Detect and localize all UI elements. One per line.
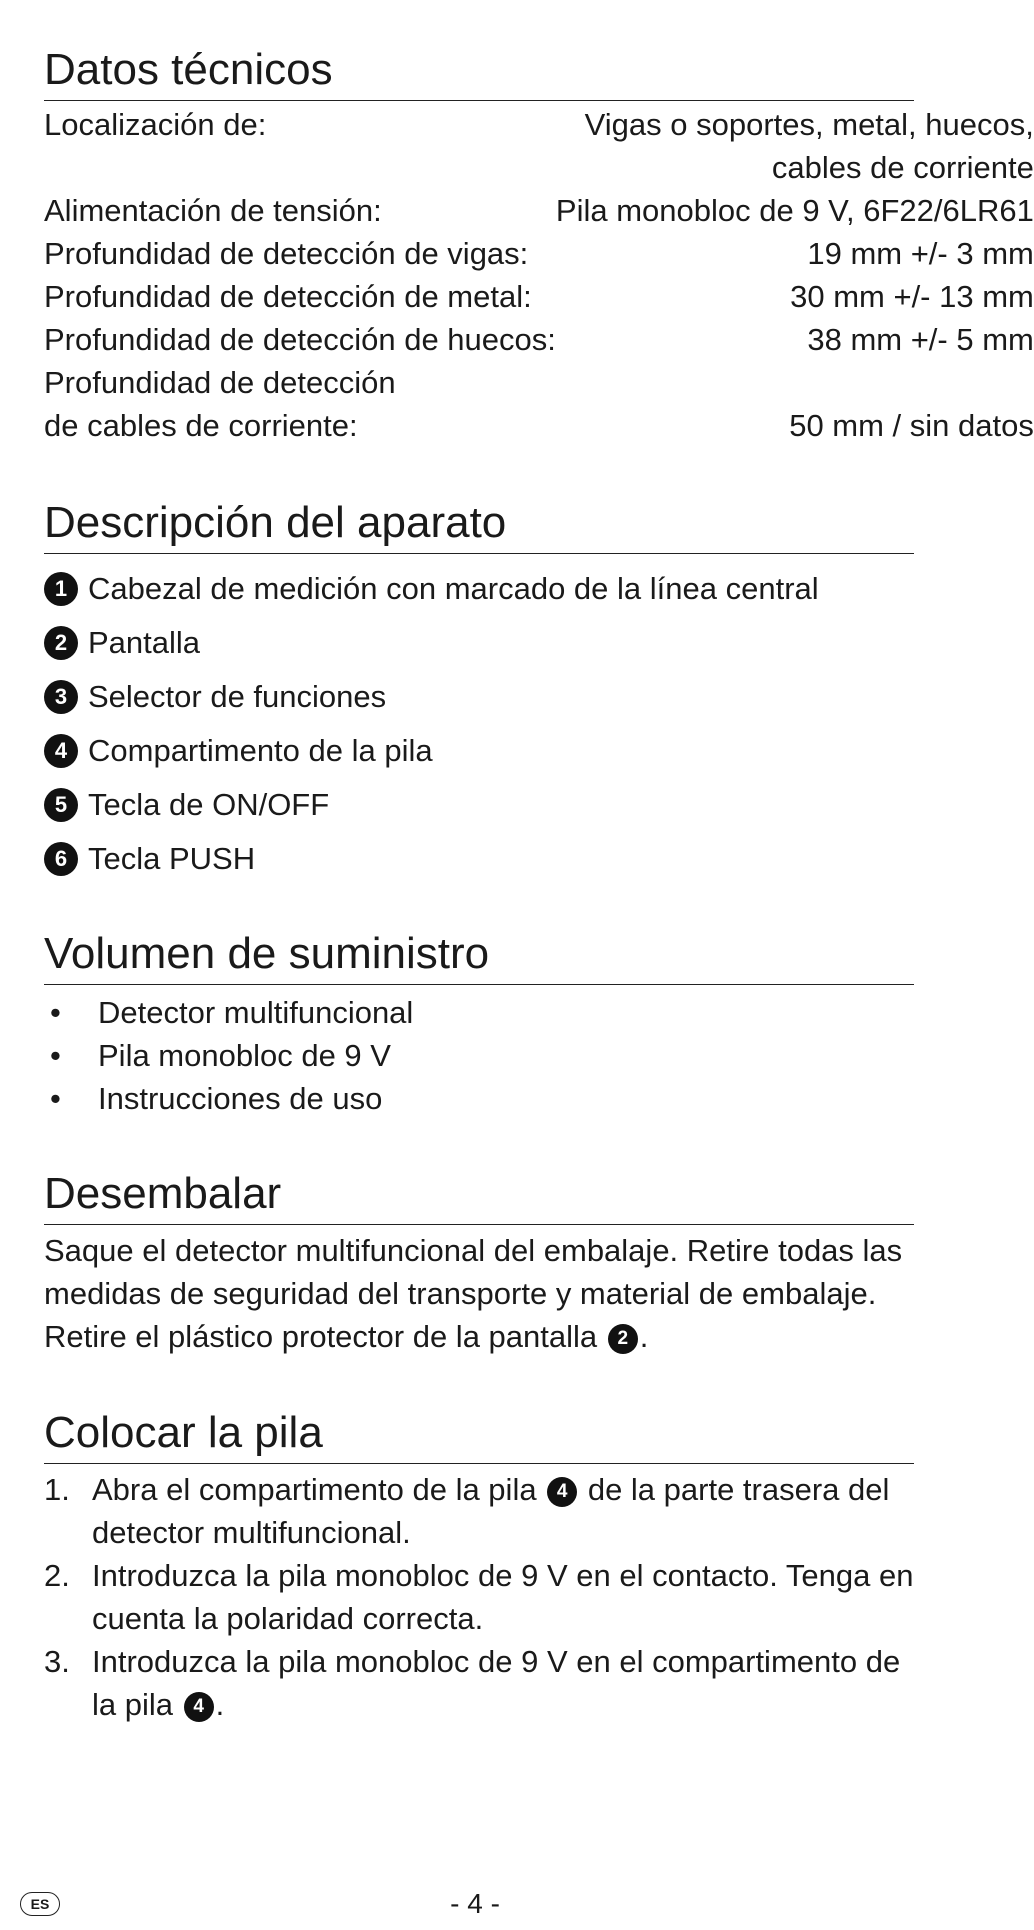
list-item: • Instrucciones de uso bbox=[44, 1077, 914, 1120]
list-item: 6 Tecla PUSH bbox=[44, 832, 914, 886]
number-badge-icon: 2 bbox=[608, 1324, 638, 1354]
delivery-scope-heading: Volumen de suministro bbox=[44, 928, 914, 985]
spec-row: Localización de: Vigas o soportes, metal, huecos, bbox=[44, 107, 1034, 142]
battery-steps-list bbox=[44, 1468, 914, 1726]
list-item: • Pila monobloc de 9 V bbox=[44, 1034, 914, 1077]
list-item: 2 Pantalla bbox=[44, 616, 914, 670]
section-insert-battery bbox=[44, 1407, 914, 1726]
bullet-icon: • bbox=[50, 1038, 61, 1073]
section-delivery-scope bbox=[44, 928, 914, 1120]
section-technical-data bbox=[44, 44, 1034, 447]
delivery-list bbox=[44, 991, 914, 1120]
spec-table bbox=[44, 103, 1034, 447]
number-badge-icon: 4 bbox=[547, 1477, 577, 1507]
number-badge-icon: 4 bbox=[184, 1692, 214, 1722]
list-item: 3 Selector de funciones bbox=[44, 670, 914, 724]
list-item: 1 Cabezal de medición con marcado de la línea central bbox=[44, 562, 914, 616]
section-unpacking bbox=[44, 1168, 914, 1358]
spec-row: cables de corriente bbox=[771, 150, 1034, 185]
unpacking-paragraph: Saque el detector multifuncional del embalaje. Retire todas las medidas de seguridad del transporte y material de embalaje. Retire el plástico protector de la pantalla 2 . bbox=[44, 1233, 903, 1354]
step-item: 3. Introduzca la pila monobloc de 9 V en el compartimento de la pila 4 . bbox=[44, 1644, 901, 1722]
insert-battery-heading: Colocar la pila bbox=[44, 1407, 914, 1464]
page-number: - 4 - bbox=[450, 1888, 500, 1919]
spec-row: Profundidad de detección de huecos: 38 mm +/- 5 mm bbox=[44, 322, 1034, 357]
unpacking-heading: Desembalar bbox=[44, 1168, 914, 1225]
spec-row: Profundidad de detección de vigas: 19 mm +/- 3 mm bbox=[44, 236, 1034, 271]
number-badge-icon: 4 bbox=[44, 734, 78, 768]
list-item: 4 Compartimento de la pila bbox=[44, 724, 914, 778]
spec-row: Alimentación de tensión: Pila monobloc de 9 V, 6F22/6LR61 bbox=[44, 193, 1034, 228]
parts-list bbox=[44, 562, 914, 886]
bullet-icon: • bbox=[50, 1081, 61, 1116]
bullet-icon: • bbox=[50, 995, 61, 1030]
number-badge-icon: 1 bbox=[44, 572, 78, 606]
number-badge-icon: 2 bbox=[44, 626, 78, 660]
number-badge-icon: 6 bbox=[44, 842, 78, 876]
spec-row: de cables de corriente: 50 mm / sin datos bbox=[44, 408, 1034, 443]
technical-data-heading: Datos técnicos bbox=[44, 44, 914, 101]
section-device-description bbox=[44, 497, 914, 886]
device-description-heading: Descripción del aparato bbox=[44, 497, 914, 554]
step-item: 1. Abra el compartimento de la pila 4 de la parte trasera del detector multifuncional. bbox=[44, 1472, 890, 1550]
spec-row: Profundidad de detección de metal: 30 mm +/- 13 mm bbox=[44, 279, 1034, 314]
list-item: 5 Tecla de ON/OFF bbox=[44, 778, 914, 832]
list-item: • Detector multifuncional bbox=[44, 991, 914, 1034]
step-item: 2. Introduzca la pila monobloc de 9 V en el contacto. Tenga en cuenta la polaridad correcta. bbox=[44, 1558, 914, 1636]
number-badge-icon: 5 bbox=[44, 788, 78, 822]
number-badge-icon: 3 bbox=[44, 680, 78, 714]
language-badge: ES bbox=[20, 1892, 60, 1916]
spec-row: Profundidad de detección bbox=[44, 365, 396, 400]
page-footer bbox=[0, 1888, 950, 1928]
